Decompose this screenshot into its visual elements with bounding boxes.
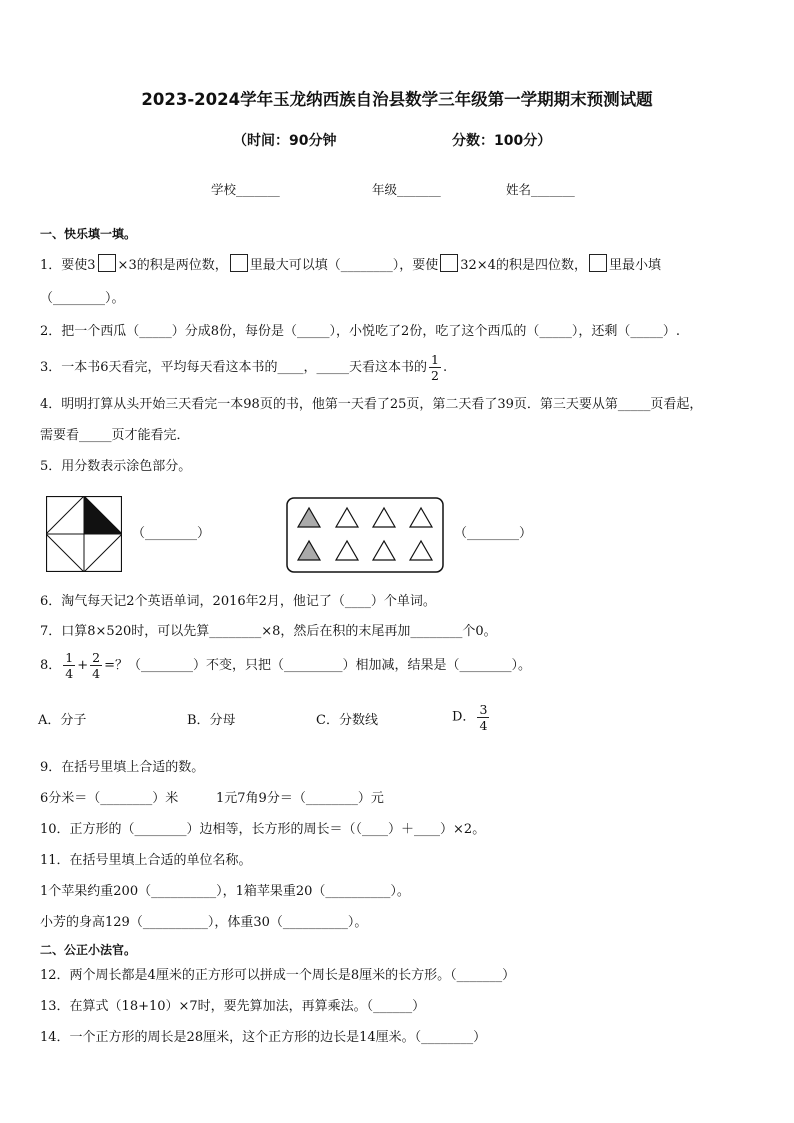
section-heading-judge: 二、公正小法官。: [40, 943, 137, 957]
exam-time: （时间：90分钟: [233, 133, 337, 149]
exam-title: 2023-2024学年玉龙纳西族自治县数学三年级第一学期期末预测试题: [141, 90, 653, 109]
triangles-figure: [286, 497, 444, 573]
q8-prefix: 8．: [40, 658, 62, 673]
section-heading-fill: 一、快乐填一填。: [40, 227, 137, 241]
option-d: [452, 702, 491, 733]
q5-answer-1: （________）: [132, 526, 211, 541]
q1-part-c: 里最大可以填（________），要使: [249, 258, 439, 273]
option-d-label: D．: [452, 709, 476, 725]
question-11: 11．在括号里填上合适的单位名称。: [40, 853, 252, 868]
question-2: 2．把一个西瓜（_____）分成8份，每份是（_____），小悦吃了2份，吃了这个西瓜的（_____），还剩（_____）.: [40, 324, 680, 339]
question-7: 7．口算8×520时，可以先算________×8，然后在积的末尾再加________个0。: [40, 624, 497, 639]
q9-part-a: 6分米＝（________）米: [40, 791, 179, 806]
answer-box: [230, 254, 248, 272]
fraction-numerator: 3: [479, 702, 488, 717]
q1-part-b: ×3的积是两位数，: [117, 258, 228, 273]
fraction-numerator: 1: [431, 352, 439, 367]
exam-score: 分数：100分）: [452, 133, 552, 149]
fraction-three-quarters: [477, 702, 489, 733]
q3-end: .: [443, 360, 448, 375]
question-3: [40, 352, 447, 383]
fraction-denominator: 4: [92, 666, 101, 681]
answer-box: [440, 254, 458, 272]
question-4-line2: 需要看_____页才能看完．: [40, 428, 190, 443]
answer-box: [98, 254, 116, 272]
question-8: [40, 650, 531, 681]
q9-part-b: 1元7角9分＝（________）元: [216, 791, 384, 806]
square-grid-figure: [46, 496, 122, 572]
question-9: 9．在括号里填上合适的数。: [40, 760, 205, 775]
question-14: 14．一个正方形的周长是28厘米，这个正方形的边长是14厘米。（________）: [40, 1030, 487, 1045]
q5-answer-2: （________）: [454, 526, 533, 541]
fraction-denominator: 4: [479, 718, 488, 733]
question-13: 13．在算式（18+10）×7时，要先算加法，再算乘法。（______）: [40, 999, 426, 1014]
fraction-one-half: [429, 352, 441, 383]
q3-text: 3．一本书6天看完，平均每天看这本书的____，_____天看这本书的: [40, 360, 428, 375]
question-12: 12．两个周长都是4厘米的正方形可以拼成一个周长是8厘米的长方形。（_______）: [40, 968, 516, 983]
fraction-numerator: 2: [92, 650, 101, 665]
grade-field: 年级_______: [372, 182, 441, 197]
answer-box: [589, 254, 607, 272]
question-4-line1: 4．明明打算从头开始三天看完一本98页的书，他第一天看了25页，第二天看了39页．第三天要从第_____页看起，: [40, 397, 703, 412]
question-1-line2: （________）。: [40, 291, 125, 306]
fraction-denominator: 4: [65, 666, 74, 681]
q11-line-b: 小芳的身高129（__________），体重30（__________）。: [40, 915, 368, 930]
question-5: 5．用分数表示涂色部分。: [40, 459, 192, 474]
q8-text: =？（________）不变，只把（_________）相加减，结果是（________）。: [104, 658, 531, 673]
name-field: 姓名_______: [506, 182, 575, 197]
option-c: C．分数线: [316, 713, 378, 728]
q11-line-a: 1个苹果约重200（__________），1箱苹果重20（__________）。: [40, 884, 410, 899]
fraction-denominator: 2: [431, 368, 439, 383]
fraction-two-quarters: [90, 650, 102, 681]
school-field: 学校_______: [211, 182, 280, 197]
q1-part-e: 里最小填: [608, 258, 661, 273]
question-6: 6．淘气每天记2个英语单词，2016年2月，他记了（____）个单词。: [40, 594, 436, 609]
question-10: 10．正方形的（________）边相等，长方形的周长＝（（____）＋____）×2。: [40, 822, 486, 837]
q1-part-a: 1．要使3: [40, 258, 96, 273]
question-1-line1: [40, 254, 661, 275]
q1-part-d: 32×4的积是四位数，: [460, 258, 587, 273]
plus-sign: +: [77, 658, 89, 673]
fraction-one-quarter: [63, 650, 75, 681]
option-a: A．分子: [38, 713, 87, 728]
option-b: B．分母: [187, 713, 236, 728]
fraction-numerator: 1: [65, 650, 74, 665]
